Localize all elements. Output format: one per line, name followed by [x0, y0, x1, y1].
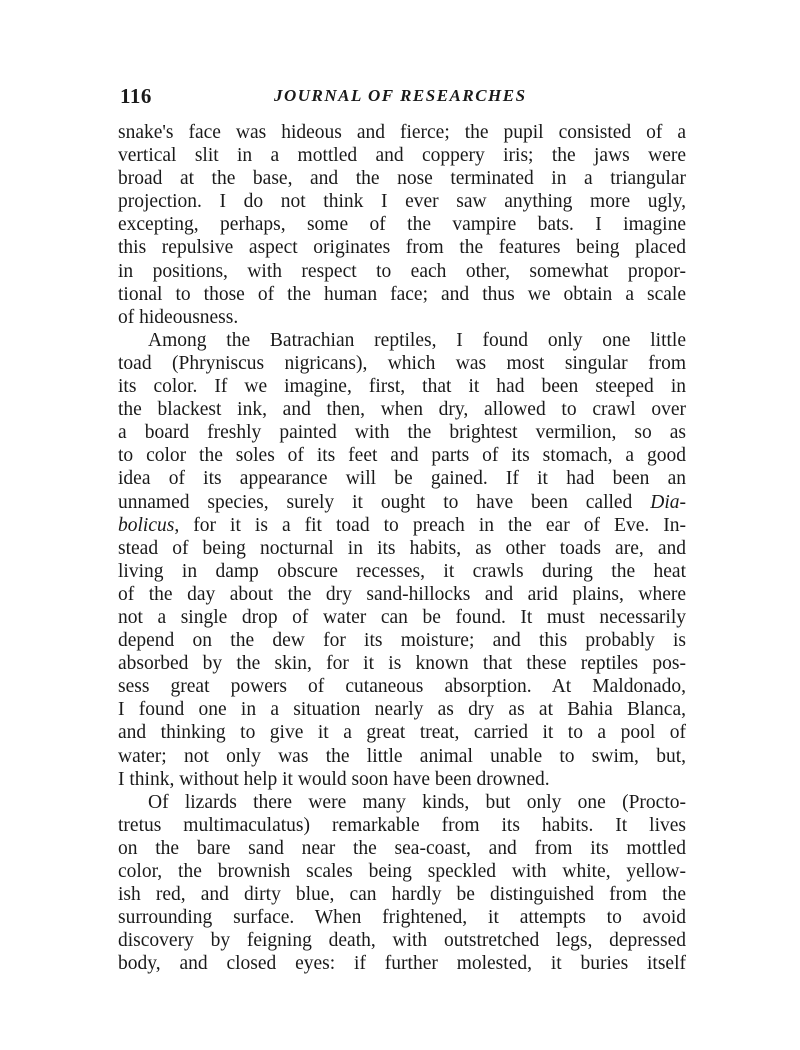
- text-line: of the day about the dry sand-hillocks and arid plains, where: [118, 583, 686, 605]
- running-title: JOURNAL OF RESEARCHES: [274, 86, 527, 105]
- text-line: [118, 491, 686, 514]
- text-line: and thinking to give it a great treat, carried it to a pool of: [118, 722, 686, 744]
- text-line: of hideousness.: [118, 306, 239, 328]
- page-number: 116: [120, 84, 152, 108]
- text-line: absorbed by the skin, for it is known that these reptiles pos-: [118, 653, 686, 675]
- text-line: snake's face was hideous and fierce; the pupil consisted of a: [118, 122, 686, 143]
- text-segment: unnamed species, surely it ought to have been called: [118, 491, 633, 513]
- text-line: sess great powers of cutaneous absorption. At Maldonado,: [118, 676, 686, 698]
- text-line: idea of its appearance will be gained. If it had been an: [118, 468, 686, 490]
- text-line: this repulsive aspect originates from the features being placed: [118, 237, 686, 259]
- text-line: I think, without help it would soon have been drowned.: [118, 768, 550, 790]
- italic-word: Dia-: [650, 491, 686, 513]
- text-line: tional to those of the human face; and thus we obtain a scale: [118, 283, 686, 305]
- text-line: a board freshly painted with the brightest vermilion, so as: [118, 422, 686, 444]
- text-line: tretus multimaculatus) remarkable from its habits. It lives: [118, 814, 686, 836]
- text-line: depend on the dew for its moisture; and this probably is: [118, 630, 686, 652]
- text-line: to color the soles of its feet and parts of its stomach, a good: [118, 445, 686, 467]
- text-line: in positions, with respect to each other, somewhat propor-: [118, 260, 686, 282]
- text-segment: , for it is a fit toad to preach in the ear of Eve. In-: [174, 514, 686, 536]
- text-line: stead of being nocturnal in its habits, as other toads are, and: [118, 537, 686, 559]
- text-line: its color. If we imagine, first, that it had been steeped in: [118, 376, 686, 398]
- text-line: excepting, perhaps, some of the vampire bats. I imagine: [118, 214, 686, 236]
- body-text: [118, 121, 686, 975]
- text-line: projection. I do not think I ever saw anything more ugly,: [118, 191, 686, 213]
- text-line: vertical slit in a mottled and coppery iris; the jaws were: [118, 145, 686, 167]
- text-line: [118, 514, 686, 537]
- text-line: water; not only was the little animal unable to swim, but,: [118, 745, 686, 767]
- text-line: surrounding surface. When frightened, it attempts to avoid: [118, 907, 686, 929]
- running-head: [120, 84, 690, 114]
- text-line: ish red, and dirty blue, can hardly be distinguished from the: [118, 884, 686, 906]
- text-line: I found one in a situation nearly as dry as at Bahia Blanca,: [118, 699, 686, 721]
- text-line: living in damp obscure recesses, it crawls during the heat: [118, 560, 686, 582]
- text-line: body, and closed eyes: if further molested, it buries itself: [118, 953, 686, 975]
- text-line: broad at the base, and the nose terminated in a triangular: [118, 168, 686, 190]
- text-line: color, the brownish scales being speckled with white, yellow-: [118, 861, 686, 882]
- text-line: discovery by feigning death, with outstretched legs, depressed: [118, 930, 686, 952]
- text-line: toad (Phryniscus nigricans), which was most singular from: [118, 352, 686, 374]
- italic-word: bolicus: [118, 514, 175, 536]
- text-line: Of lizards there were many kinds, but only one (Procto-: [148, 791, 686, 813]
- text-line: the blackest ink, and then, when dry, allowed to crawl over: [118, 399, 686, 421]
- text-line: not a single drop of water can be found. It must necessarily: [118, 606, 686, 628]
- text-line: Among the Batrachian reptiles, I found only one little: [148, 329, 686, 351]
- text-line: on the bare sand near the sea-coast, and from its mottled: [118, 837, 686, 859]
